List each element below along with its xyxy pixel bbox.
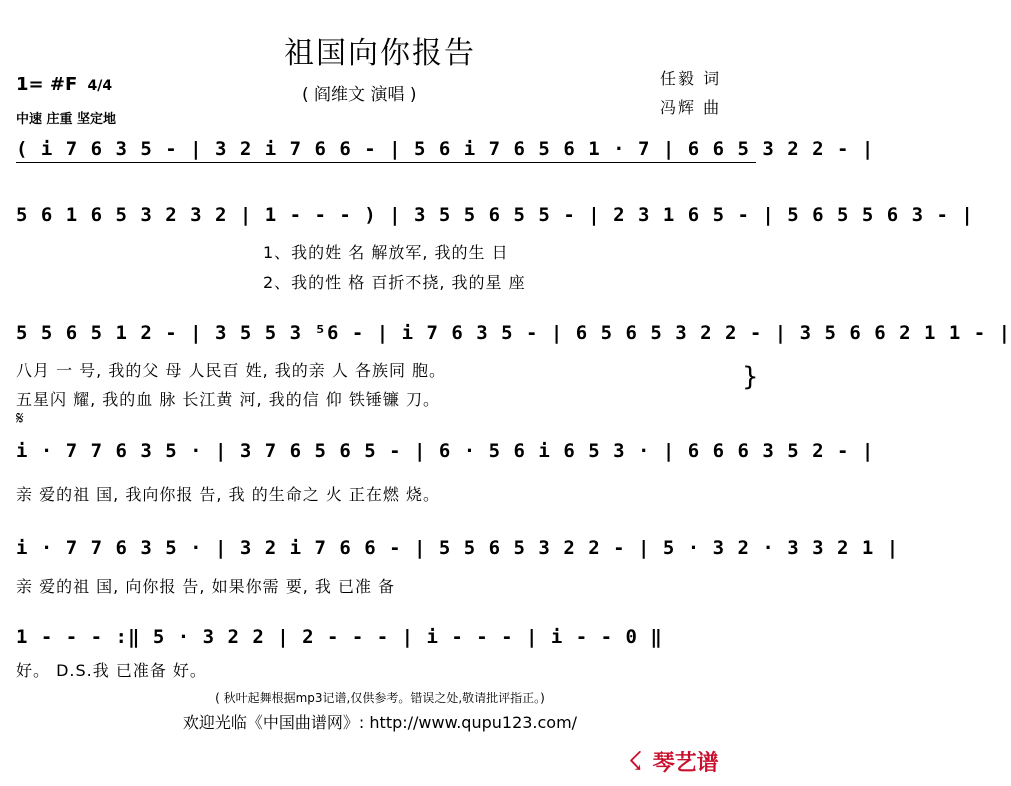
composer-credit: 冯辉 曲 [660,98,722,117]
score-line-5: i · 7 7 6 3 5 · | 3 2 i 7 6 6 - | 5 5 6 5 3 2 2 - | 5 · 3 2 · 3 3 2 1 | [16,537,900,559]
page-title: 祖国向你报告 [284,36,476,71]
underline-bar [16,162,756,163]
score-line-6: 1 - - - :‖ 5 · 3 2 2 | 2 - - - | i - - - | i - - 0 ‖ [16,626,663,648]
lyricist-credit: 任毅 词 [660,69,722,88]
score-line-1: ( i 7 6 3 5 - | 3 2 i 7 6 6 - | 5 6 i 7 6 5 6 1 · 7 | 6 6 5 3 2 2 - | [16,138,875,160]
lyric-line-5: 亲 爱的祖 国, 向你报 告, 如果你需 要, 我 已准 备 [16,577,396,596]
logo-mark-icon: ☇ [628,747,643,777]
lyric-line-3a: 八月 一 号, 我的父 母 人民百 姓, 我的亲 人 各族同 胞。 [16,361,447,380]
site-logo [628,746,719,777]
time-signature: 4/4 [87,78,113,94]
singer-credit: ( 阎维文 演唱 ) [302,85,417,105]
lyric-line-2b: 2、我的性 格 百折不挠, 我的星 座 [263,273,526,292]
lyric-line-3b: 五星闪 耀, 我的血 脉 长江黄 河, 我的信 仰 铁锤镰 刀。 [16,390,440,409]
score-line-3: 5 5 6 5 1 2 - | 3 5 5 3 ⁵6 - | i 7 6 3 5 - | 6 5 6 5 3 2 2 - | 3 5 6 6 2 1 1 - | [16,322,1011,344]
lyric-line-4: 亲 爱的祖 国, 我向你报 告, 我 的生命之 火 正在燃 烧。 [16,485,440,504]
score-line-4: i · 7 7 6 3 5 · | 3 7 6 5 6 5 - | 6 · 5 6 i 6 5 3 · | 6 6 6 3 5 2 - | [16,440,875,462]
lyric-line-6: 好。 D.S.我 已准备 好。 [16,661,207,680]
key-label: 1= #F [16,74,78,95]
transcription-note: ( 秋叶起舞根据mp3记谱,仅供参考。错误之处,敬请批评指正。) [215,691,545,705]
site-welcome: 欢迎光临《中国曲谱网》: http://www.qupu123.com/ [182,713,578,732]
tempo-marking: 中速 庄重 坚定地 [16,112,117,127]
segno-sign: 𝄋 [16,408,24,429]
key-signature [16,74,112,95]
logo-text: 琴艺谱 [652,751,719,776]
verse-brace: } [742,362,759,392]
lyric-line-2a: 1、我的姓 名 解放军, 我的生 日 [263,243,509,262]
score-line-2: 5 6 1 6 5 3 2 3 2 | 1 - - - ) | 3 5 5 6 5 5 - | 2 3 1 6 5 - | 5 6 5 5 6 3 - | [16,204,974,226]
